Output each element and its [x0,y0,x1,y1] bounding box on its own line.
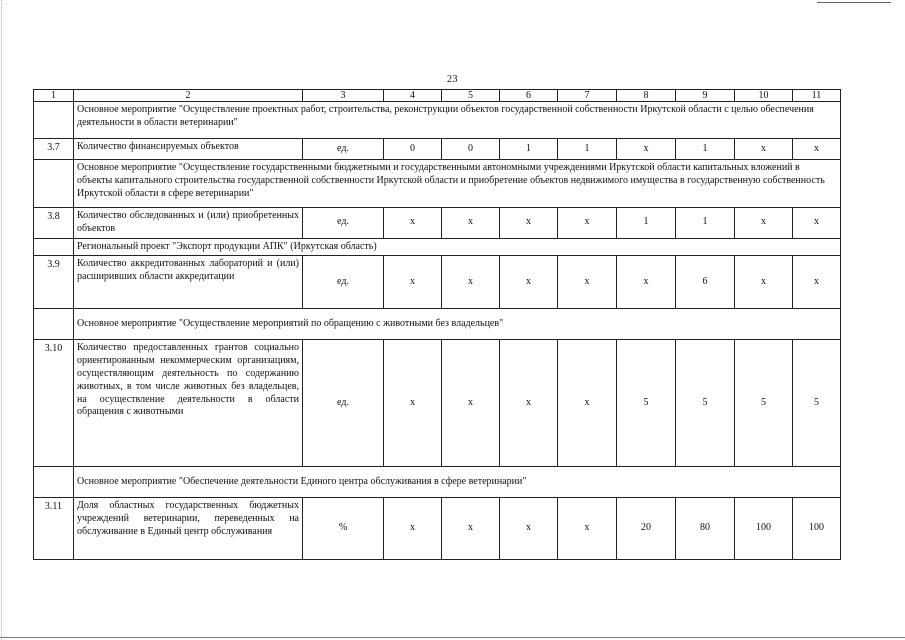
table-row [34,208,841,239]
event-row [34,160,841,208]
table-row [34,340,841,467]
value-cell: 5 [793,340,841,467]
blank-cell [34,309,74,340]
indicator-name: Количество обследованных и (или) приобретенных объектов [74,208,303,239]
header-cell: 5 [442,90,500,102]
event-text: Региональный проект "Экспорт продукции АПК" (Иркутская область) [74,238,841,256]
event-row [34,238,841,256]
value-cell: 5 [735,340,793,467]
blank-cell [34,467,74,498]
header-cell: 3 [303,90,384,102]
value-cell: x [500,208,558,239]
row-number: 3.11 [34,498,74,560]
indicator-name: Количество предоставленных грантов социально ориентированным некоммерческим организациям, осуществляющим деятельность по содержанию животных, в том числе животных без владельцев, на осуществление деятельности в области обращения с животными [74,340,303,467]
event-row [34,102,841,139]
value-cell: x [558,340,617,467]
value-cell: x [384,256,442,309]
value-cell: x [384,498,442,560]
header-cell: 2 [74,90,303,102]
value-cell: x [558,256,617,309]
value-cell: 1 [617,208,676,239]
unit-cell: % [303,498,384,560]
blank-cell [34,160,74,208]
value-cell: x [500,498,558,560]
value-cell: x [617,139,676,160]
event-row [34,467,841,498]
header-cell: 6 [500,90,558,102]
blank-cell [34,238,74,256]
value-cell: x [735,256,793,309]
value-cell: 5 [617,340,676,467]
value-cell: 1 [676,208,735,239]
value-cell: x [442,256,500,309]
row-number: 3.7 [34,139,74,160]
indicator-name: Количество аккредитованных лабораторий и (или) расширивших области аккредитации [74,256,303,309]
indicators-table [33,89,841,560]
value-cell: x [558,498,617,560]
value-cell: x [384,340,442,467]
value-cell: x [442,498,500,560]
value-cell: x [793,256,841,309]
header-cell: 8 [617,90,676,102]
header-cell: 7 [558,90,617,102]
page-number: 23 [447,74,458,85]
header-row [34,90,841,102]
header-cell: 1 [34,90,74,102]
unit-cell: ед. [303,340,384,467]
value-cell: 1 [500,139,558,160]
indicator-name: Количество финансируемых объектов [74,139,303,160]
value-cell: 100 [793,498,841,560]
value-cell: x [500,340,558,467]
table-row [34,256,841,309]
event-text: Основное мероприятие "Обеспечение деятельности Единого центра обслуживания в сфере ветеринарии" [74,467,841,498]
header-cell: 11 [793,90,841,102]
header-cell: 9 [676,90,735,102]
value-cell: x [442,340,500,467]
event-row [34,309,841,340]
row-number: 3.8 [34,208,74,239]
value-cell: 0 [384,139,442,160]
value-cell: 0 [442,139,500,160]
header-cell: 10 [735,90,793,102]
value-cell: x [793,208,841,239]
table-row [34,498,841,560]
value-cell: x [384,208,442,239]
bottom-rule [0,637,905,638]
unit-cell: ед. [303,256,384,309]
row-number: 3.10 [34,340,74,467]
value-cell: x [793,139,841,160]
value-cell: 6 [676,256,735,309]
value-cell: x [617,256,676,309]
value-cell: 20 [617,498,676,560]
value-cell: 1 [558,139,617,160]
value-cell: x [442,208,500,239]
value-cell: 100 [735,498,793,560]
value-cell: 80 [676,498,735,560]
unit-cell: ед. [303,208,384,239]
table-row [34,139,841,160]
event-text: Основное мероприятие "Осуществление государственными бюджетными и государственными автономными учреждениями Иркутской области капитальных вложений в объекты капитального строительства государственной собственности Иркутской области и приобретение объектов недвижимого имущества в государственную собственность Иркутской области в сфере ветеринарии" [74,160,841,208]
value-cell: x [735,208,793,239]
row-number: 3.9 [34,256,74,309]
top-rule [817,2,891,3]
scan-edge [1,0,2,640]
header-cell: 4 [384,90,442,102]
unit-cell: ед. [303,139,384,160]
event-text: Основное мероприятие "Осуществление проектных работ, строительства, реконструкции объектов государственной собственности Иркутской области с целью обеспечения деятельности в области ветеринарии" [74,102,841,139]
value-cell: 5 [676,340,735,467]
value-cell: 1 [676,139,735,160]
event-text: Основное мероприятие "Осуществление мероприятий по обращению с животными без владельцев" [74,309,841,340]
value-cell: x [558,208,617,239]
indicator-name: Доля областных государственных бюджетных учреждений ветеринарии, переведенных на обслуживание в Единый центр обслуживания [74,498,303,560]
value-cell: x [735,139,793,160]
blank-cell [34,102,74,139]
value-cell: x [500,256,558,309]
